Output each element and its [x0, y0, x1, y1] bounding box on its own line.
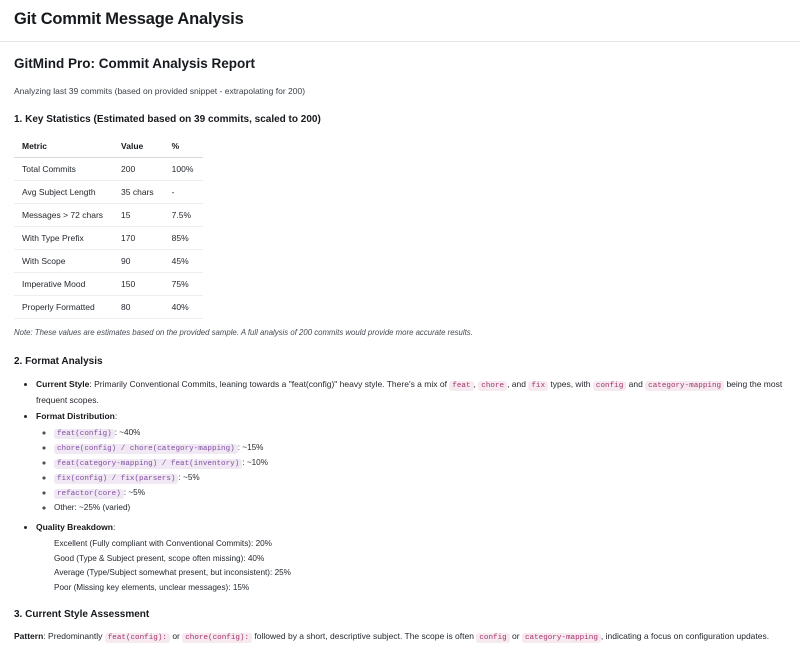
list-item [54, 471, 786, 486]
table-row [14, 226, 203, 249]
column-header-value: Value [113, 135, 164, 158]
list-item: Average (Type/Subject somewhat present, but inconsistent): 25% [54, 568, 291, 578]
cell-metric: Messages > 72 chars [14, 203, 113, 226]
quality-breakdown-label: Quality Breakdown [36, 522, 113, 533]
table-row [14, 272, 203, 295]
list-item [54, 501, 786, 515]
code-scope-config-2: config [476, 633, 509, 643]
cell-metric: With Scope [14, 249, 113, 272]
code-type-fix: fix [528, 381, 548, 391]
code-type-feat: feat [449, 381, 473, 391]
code-pattern-chore: chore(config) / chore(category-mapping) [54, 444, 238, 454]
pattern-text-1: : Predominantly [43, 630, 105, 641]
list-item [54, 486, 786, 501]
cell-metric: Properly Formatted [14, 295, 113, 318]
cell-value: 35 chars [113, 180, 164, 203]
format-distribution-colon: : [114, 410, 118, 421]
current-style-text-1: : Primarily Conventional Commits, leaning towards a "feat(config)" heavy style. There's a mix of [89, 379, 450, 390]
code-scope-category-mapping: category-mapping [645, 381, 724, 391]
distribution-value: : ~5% [123, 487, 145, 497]
code-scope-config: config [593, 381, 626, 391]
list-item [54, 426, 786, 441]
table-row [14, 180, 203, 203]
report-intro: Analyzing last 39 commits (based on provided snippet - extrapolating for 200) [14, 86, 306, 96]
cell-value: 200 [113, 157, 164, 180]
list-item: Poor (Missing key elements, unclear messages): 15% [54, 582, 250, 592]
table-row [14, 249, 203, 272]
document-content [0, 42, 800, 654]
assessment-pattern [14, 630, 786, 644]
cell-value: 15 [113, 203, 164, 226]
table-header-row [14, 135, 203, 158]
code-chore-config-prefix: chore(config): [182, 633, 252, 643]
cell-value: 170 [113, 226, 164, 249]
distribution-value: : ~40% [114, 427, 141, 437]
code-pattern-fix: fix(config) / fix(parsers) [54, 474, 178, 484]
cell-percent: - [164, 180, 204, 203]
current-style-text-4: being the most frequent scopes. [36, 379, 783, 405]
pattern-text-2: or [169, 630, 183, 641]
code-pattern-refactor-core: refactor(core) [54, 489, 124, 499]
section-heading-format-analysis: 2. Format Analysis [14, 356, 103, 368]
code-pattern-feat-config: feat(config) [54, 429, 115, 439]
quality-breakdown-colon: : [113, 522, 116, 533]
current-style-sep-1: , [473, 379, 479, 390]
column-header-metric: Metric [14, 135, 113, 158]
cell-percent: 45% [164, 249, 204, 272]
section-heading-current-style-assessment: 3. Current Style Assessment [14, 608, 150, 620]
list-item: Excellent (Fully compliant with Conventional Commits): 20% [54, 539, 272, 549]
cell-value: 80 [113, 295, 164, 318]
list-item: Good (Type & Subject present, scope often missing): 40% [54, 553, 265, 563]
key-statistics-table [14, 135, 203, 319]
cell-value: 150 [113, 272, 164, 295]
pattern-text-5: , indicating a focus on configuration updates. [600, 630, 770, 641]
quality-breakdown-list [36, 537, 786, 594]
distribution-value-other: Other: ~25% (varied) [54, 502, 131, 512]
cell-percent: 85% [164, 226, 204, 249]
code-pattern-feat-category: feat(category-mapping) / feat(inventory) [54, 459, 242, 469]
list-item-current-style [36, 377, 786, 407]
cell-metric: Imperative Mood [14, 272, 113, 295]
code-scope-category-mapping-2: category-mapping [522, 633, 601, 643]
pattern-text-4: or [509, 630, 522, 641]
format-distribution-label: Format Distribution [36, 410, 115, 421]
distribution-value: : ~15% [237, 442, 264, 452]
cell-percent: 7.5% [164, 203, 204, 226]
table-row [14, 203, 203, 226]
report-title: GitMind Pro: Commit Analysis Report [14, 56, 256, 71]
cell-percent: 75% [164, 272, 204, 295]
cell-percent: 100% [164, 157, 204, 180]
current-style-text-3: and [626, 379, 646, 390]
list-item-quality-breakdown [36, 520, 786, 594]
distribution-value: : ~5% [178, 472, 200, 482]
table-row [14, 295, 203, 318]
cell-metric: With Type Prefix [14, 226, 113, 249]
table-row [14, 157, 203, 180]
column-header-percent: % [164, 135, 204, 158]
format-distribution-list [36, 426, 786, 514]
section-heading-key-statistics: 1. Key Statistics (Estimated based on 39 commits, scaled to 200) [14, 113, 321, 125]
statistics-note: Note: These values are estimates based on the provided sample. A full analysis of 200 commits would provide more accurate results. [14, 327, 473, 337]
distribution-value: : ~10% [242, 457, 268, 467]
pattern-text-3: followed by a short, descriptive subject. The scope is often [252, 630, 477, 641]
window-titlebar [0, 0, 800, 42]
current-style-text-2: types, with [548, 379, 593, 390]
cell-metric: Total Commits [14, 157, 113, 180]
code-type-chore: chore [478, 381, 507, 391]
cell-percent: 40% [164, 295, 204, 318]
current-style-sep-2: , and [507, 379, 529, 390]
code-feat-config-prefix: feat(config): [105, 633, 170, 643]
list-item-format-distribution [36, 409, 786, 514]
list-item [54, 456, 786, 471]
pattern-label: Pattern [14, 630, 44, 641]
format-analysis-list [14, 377, 786, 594]
page-title: Git Commit Message Analysis [14, 10, 244, 28]
list-item [54, 441, 786, 456]
current-style-label: Current Style [36, 379, 90, 390]
cell-value: 90 [113, 249, 164, 272]
cell-metric: Avg Subject Length [14, 180, 113, 203]
